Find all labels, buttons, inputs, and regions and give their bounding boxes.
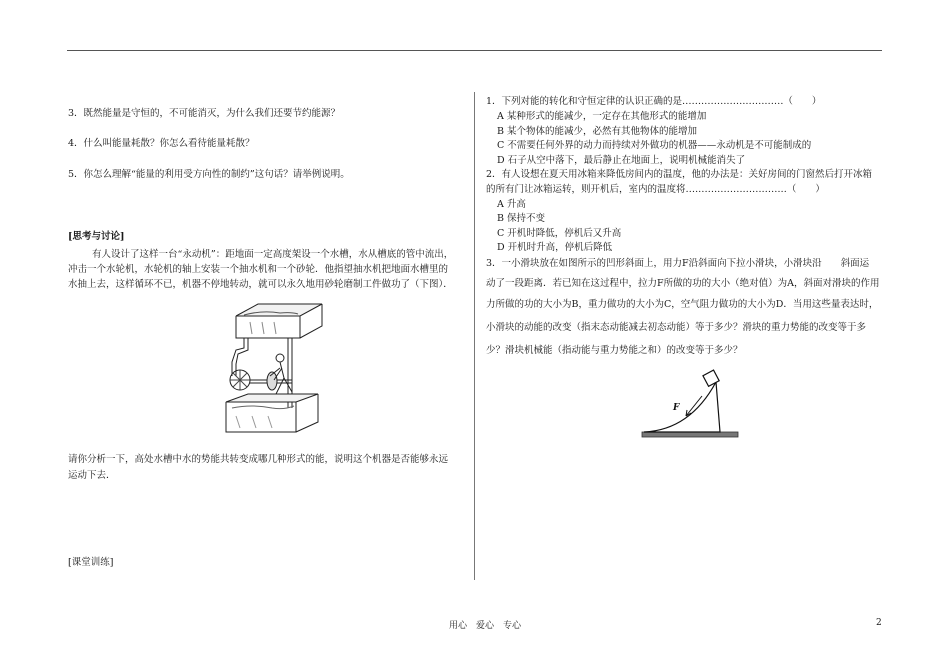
question-1-stem: 1．下列对能的转化和守恒定律的认识正确的是‥‥‥‥‥‥‥‥‥‥‥‥‥‥‥‥（ ）	[486, 96, 822, 107]
question-2-option-c: C 开机时降低，停机后又升高	[497, 228, 622, 239]
question-3-line-3: 力所做的功的大小为B，重力做功的大小为C，空气阻力做功的大小为D．当用这些量表达时，	[486, 299, 879, 310]
paragraph-line-3: 水抽上去，这样循环不已，机器不停地转动，就可以永久地用砂轮磨制工件做功了（下图）．	[68, 279, 453, 290]
question-5-left: 5．你怎么理解“能量的利用受方向性的制约”这句话？请举例说明。	[68, 169, 350, 180]
analysis-line-2: 运动下去．	[68, 470, 116, 481]
question-2-line-1: 2．有人设想在夏天用冰箱来降低房间内的温度，他的办法是：关好房间的门窗然后打开冰箱	[486, 169, 873, 180]
question-2-option-d: D 开机时升高，停机后降低	[497, 242, 613, 253]
question-3-line-1: 3．一小滑块放在如图所示的凹形斜面上，用力F沿斜面向下拉小滑块，小滑块沿 斜面运	[486, 258, 870, 269]
question-4-left: 4．什么叫能量耗散？你怎么看待能量耗散？	[68, 138, 255, 149]
question-3-left: 3．既然能量是守恒的，不可能消灭，为什么我们还要节约能源？	[68, 108, 341, 119]
force-label: F	[673, 403, 680, 413]
question-3-line-2: 动了一段距离．若已知在这过程中，拉力F所做的功的大小（绝对值）为A，斜面对滑块的作用	[486, 278, 880, 289]
question-3-line-4: 小滑块的动能的改变（指末态动能减去初态动能）等于多少？滑块的重力势能的改变等于多	[486, 322, 867, 333]
section-title-class-training: [课堂训练]	[68, 557, 114, 568]
analysis-line-1: 请你分析一下，高处水槽中水的势能共转变成哪几种形式的能，说明这个机器是否能够永远	[68, 454, 449, 465]
column-divider	[474, 92, 475, 580]
question-2-option-a: A 升高	[497, 199, 526, 210]
question-2-line-2: 的所有门让冰箱运转，则开机后，室内的温度将‥‥‥‥‥‥‥‥‥‥‥‥‥‥‥‥（ ）	[486, 184, 825, 195]
paragraph-line-2: 冲击一个水轮机，水轮机的轴上安装一个抽水机和一个砂轮．他指望抽水机把地面水槽里的	[68, 264, 449, 275]
perpetual-motion-figure	[222, 298, 328, 440]
concave-slope-figure	[640, 368, 740, 440]
question-1-option-d: D 石子从空中落下，最后静止在地面上，说明机械能消失了	[497, 155, 746, 166]
section-title-discussion: [思考与讨论]	[68, 231, 125, 242]
question-1-option-a: A 某种形式的能减少，一定存在其他形式的能增加	[497, 111, 707, 122]
question-1-option-b: B 某个物体的能减少，必然有其他物体的能增加	[497, 126, 698, 137]
question-3-line-5: 少？滑块机械能（指动能与重力势能之和）的改变等于多少？	[486, 345, 743, 356]
header-rule	[67, 50, 882, 51]
paragraph-line-1: 有人设计了这样一台“永动机”：距地面一定高度架设一个水槽，水从槽底的管中流出，	[92, 249, 454, 260]
page-number: 2	[876, 618, 882, 628]
question-2-option-b: B 保持不变	[497, 213, 546, 224]
question-1-option-c: C 不需要任何外界的动力而持续对外做功的机器——永动机是不可能制成的	[497, 140, 812, 151]
footer-motto: 用心 爱心 专心	[449, 621, 522, 631]
